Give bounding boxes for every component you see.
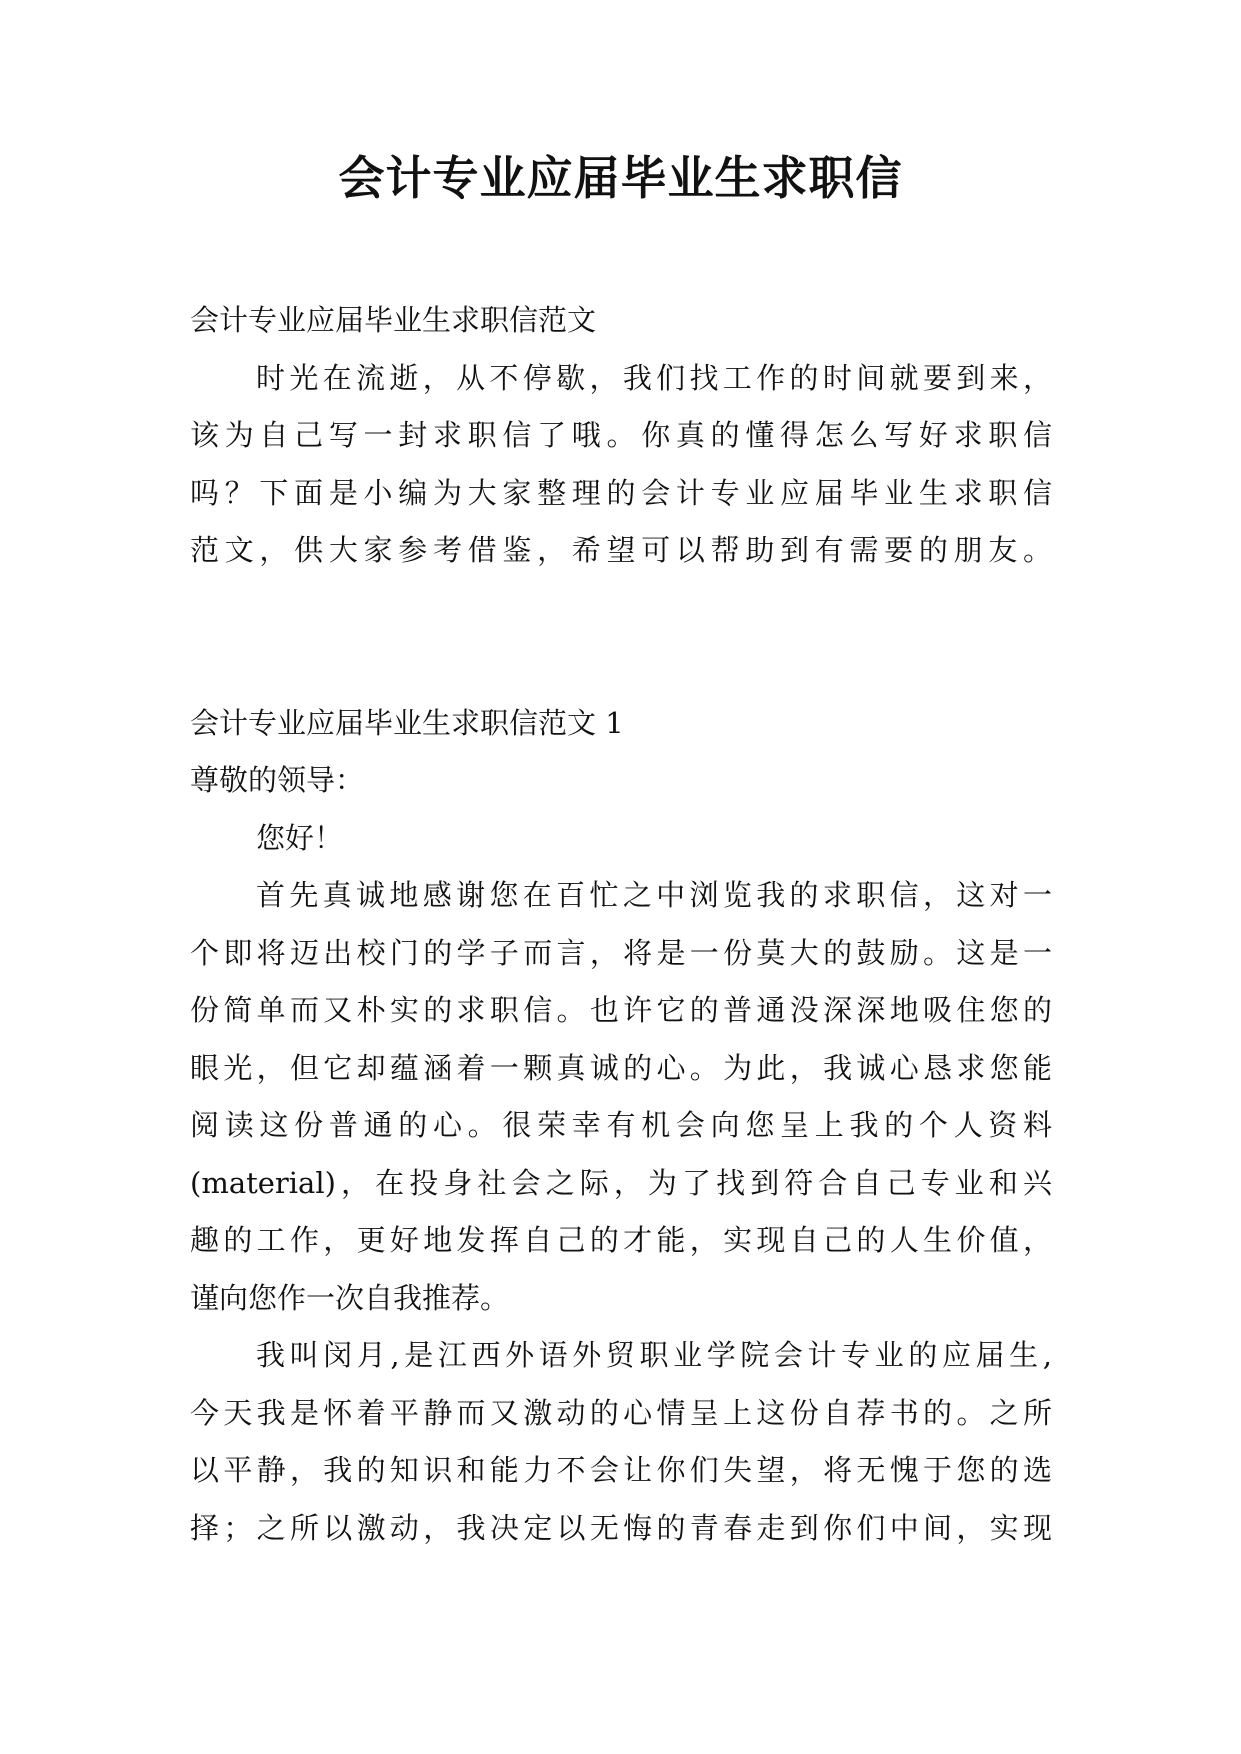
intro-line: 吗？下面是小编为大家整理的会计专业应届毕业生求职信 (190, 475, 1052, 510)
salutation: 尊敬的领导： (190, 763, 365, 797)
paragraph1-line: 谨向您作一次自我推荐。 (190, 1280, 510, 1315)
intro-line: 时光在流逝，从不停歇，我们找工作的时间就要到来， (256, 360, 1052, 395)
intro-line: 该为自己写一封求职信了哦。你真的懂得怎么写好求职信 (190, 418, 1052, 452)
paragraph2-line: 择；之所以激动，我决定以无悔的青春走到你们中间，实现 (190, 1510, 1052, 1545)
paragraph2-line: 今天我是怀着平静而又激动的心情呈上这份自荐书的。之所 (190, 1395, 1052, 1430)
document-body (190, 292, 1052, 1557)
greeting: 您好！ (256, 820, 344, 855)
paragraph1-line: 个即将迈出校门的学子而言，将是一份莫大的鼓励。这是一 (190, 935, 1052, 970)
paragraph2-line: 以平静，我的知识和能力不会让你们失望，将无愧于您的选 (190, 1453, 1052, 1487)
section-heading: 会计专业应届毕业生求职信范文 1 (190, 705, 624, 740)
paragraph1-line: 趣的工作，更好地发挥自己的才能，实现自己的人生价值， (190, 1223, 1052, 1257)
paragraph1-line: 份简单而又朴实的求职信。也许它的普通没深深地吸住您的 (190, 993, 1052, 1027)
spacer (190, 580, 1052, 695)
paragraph1-line: (material)，在投身社会之际，为了找到符合自己专业和兴 (190, 1165, 1052, 1200)
page-title: 会计专业应届毕业生求职信 (338, 151, 903, 205)
paragraph1-line: 眼光，但它却蕴涵着一颗真诚的心。为此，我诚心恳求您能 (190, 1050, 1052, 1085)
document-subtitle: 会计专业应届毕业生求职信范文 (190, 303, 597, 337)
intro-line: 范文，供大家参考借鉴，希望可以帮助到有需要的朋友。 (190, 533, 1052, 567)
paragraph1-line: 首先真诚地感谢您在百忙之中浏览我的求职信，这对一 (256, 878, 1052, 912)
paragraph2-line: 我叫闵月,是江西外语外贸职业学院会计专业的应届生, (256, 1338, 1052, 1372)
paragraph1-line: 阅读这份普通的心。很荣幸有机会向您呈上我的个人资料 (190, 1108, 1052, 1142)
